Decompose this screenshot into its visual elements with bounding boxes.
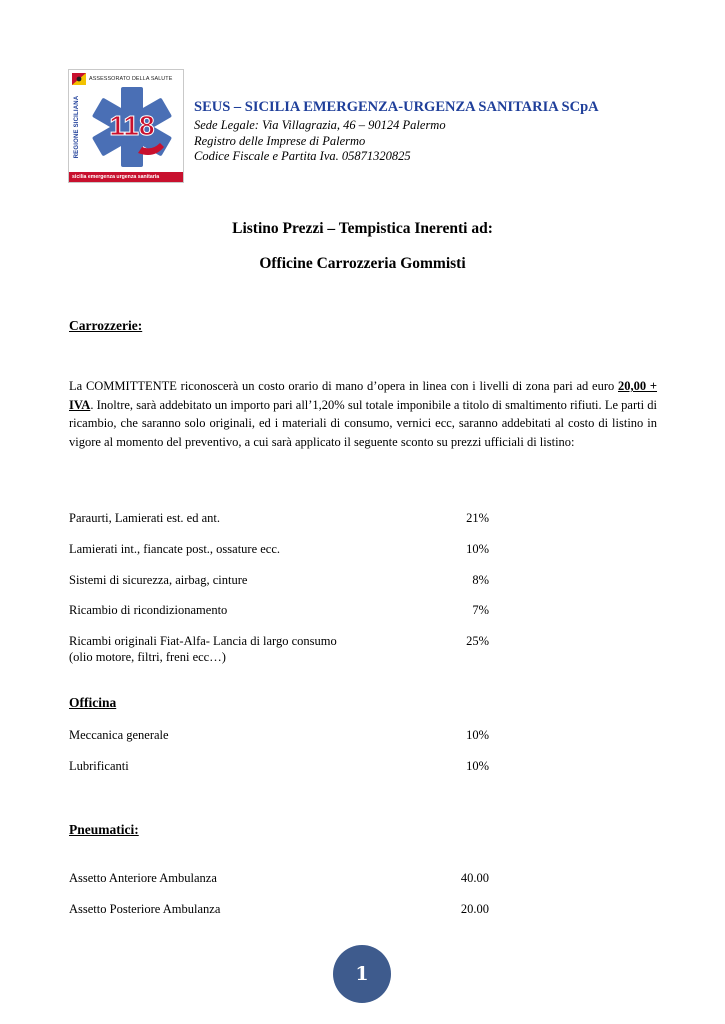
logo-bottom-bar: sicilia emergenza urgenza sanitaria [69,172,183,182]
logo-number: 118 [109,110,155,141]
org-tax-id: Codice Fiscale e Partita Iva. 05871320825 [194,149,411,163]
row-label: Assetto Anteriore Ambulanza [69,871,217,885]
paragraph-start: La COMMITTENTE riconoscerà un costo orario di mano d’opera in linea con i livelli di zona pari ad euro [69,379,618,393]
hourly-rate-amount: 20,00 + IVA [69,379,658,412]
org-header [194,98,694,165]
row-label: Sistemi di sicurezza, airbag, cinture [69,573,248,587]
page-number-badge: 1 [333,945,391,1003]
row-label: Paraurti, Lamierati est. ed ant. [69,511,220,525]
document-subtitle: Officine Carrozzeria Gommisti [259,255,466,272]
row-label: Lubrificanti [69,759,129,773]
document-title: Listino Prezzi – Tempistica Inerenti ad: [232,220,493,237]
row-value: 21% [466,511,489,525]
row-value: 10% [466,728,489,742]
row-label: Lamierati int., fiancate post., ossature ecc. [69,542,281,556]
star-of-life-icon [84,85,180,169]
section-heading-officina: Officina [69,695,117,710]
logo-top-text: ASSESSORATO DELLA SALUTE [89,76,173,82]
section-heading-pneumatici: Pneumatici: [69,822,139,837]
logo-side-text: REGIONE SICILIANA [74,95,80,159]
row-value: 40.00 [460,871,489,885]
crest-icon [72,73,86,85]
org-name: SEUS – SICILIA EMERGENZA-URGENZA SANITARIA SCpA [194,99,599,115]
row-label: Ricambio di ricondizionamento [69,603,228,617]
org-registry: Registro delle Imprese di Palermo [194,133,366,148]
row-value: 8% [472,573,489,587]
row-label-secondary: (olio motore, filtri, freni ecc…) [69,650,226,664]
org-address: Sede Legale: Via Villagrazia, 46 – 90124 Palermo [194,118,446,132]
row-value: 20.00 [460,902,489,916]
section-heading-carrozzerie: Carrozzerie: [69,318,143,333]
logo [68,69,184,183]
carrozzerie-paragraph [69,377,657,451]
row-value: 10% [466,759,489,773]
row-value: 25% [466,634,489,648]
row-value: 7% [472,603,489,617]
row-value: 10% [466,542,489,556]
row-label: Ricambi originali Fiat-Alfa- Lancia di largo consumo [69,634,337,648]
row-label: Assetto Posteriore Ambulanza [69,902,221,916]
row-label: Meccanica generale [69,728,169,742]
paragraph-end: . Inoltre, sarà addebitato un importo pari all’1,20% sul totale imponibile a titolo di smaltimento rifiuti. Le parti di ricambio, che saranno solo originali, ed i materiali di consumo, vernici ecc, saranno addebitati al costo di listino in vigore al momento del preventivo, a cui sarà applicato il seguente sconto su prezzi ufficiali di listino: [69,397,657,449]
